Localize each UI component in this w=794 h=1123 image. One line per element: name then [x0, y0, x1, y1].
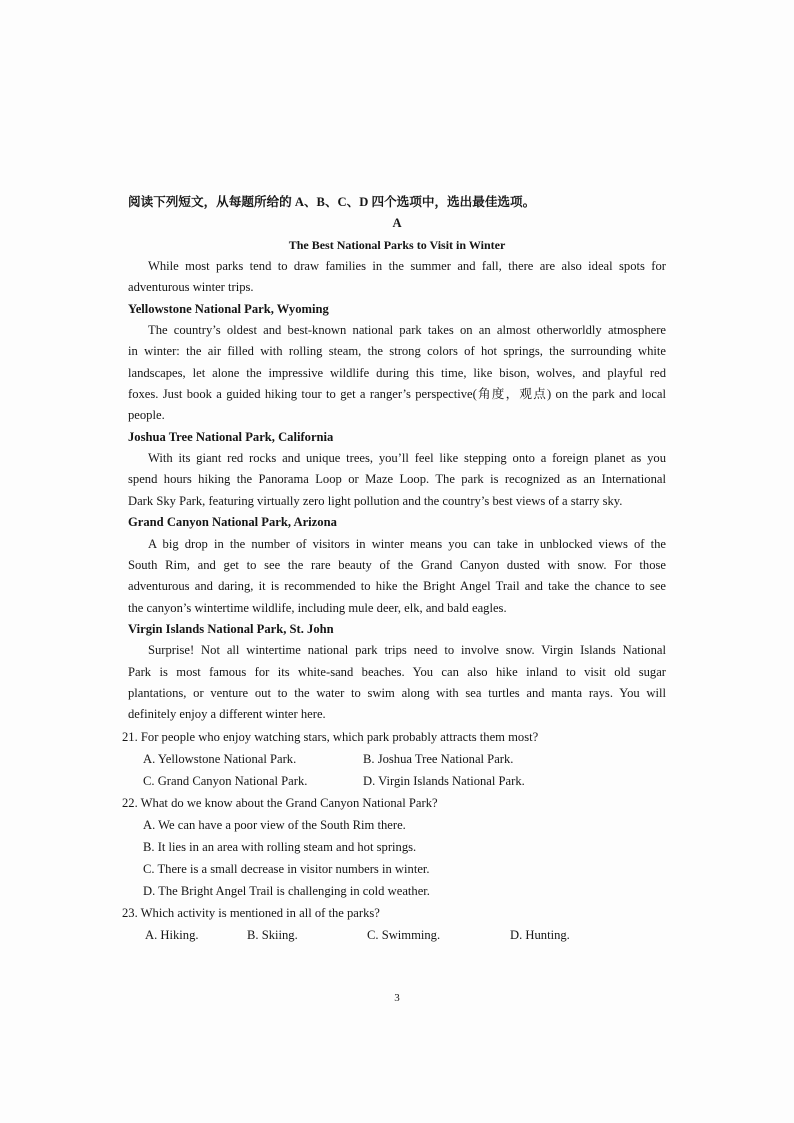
intro-line: adventurous winter trips. [128, 280, 254, 295]
paragraph-line: A big drop in the number of visitors in winter means you can take in unblocked views of the [148, 536, 666, 551]
section-heading-yellowstone: Yellowstone National Park, Wyoming [128, 301, 329, 316]
intro-line: While most parks tend to draw families in the summer and fall, there are also ideal spots for [148, 259, 666, 274]
question-22-option-c: C. There is a small decrease in visitor numbers in winter. [143, 861, 430, 876]
section-heading-grand-canyon: Grand Canyon National Park, Arizona [128, 515, 337, 530]
question-23-options-row [0, 924, 794, 946]
question-21-option-c: C. Grand Canyon National Park. [143, 773, 308, 788]
paragraph-line: With its giant red rocks and unique trees, you’ll feel like stepping onto a foreign planet as you [148, 451, 666, 466]
section-heading-joshua-tree: Joshua Tree National Park, California [128, 429, 334, 444]
question-22-option-d: D. The Bright Angel Trail is challenging in cold weather. [143, 883, 430, 898]
paragraph-line: Surprise! Not all wintertime national park trips need to involve snow. Virgin Islands National [148, 643, 666, 658]
reading-comprehension-section [0, 192, 794, 946]
question-23-option-b: B. Skiing. [247, 927, 298, 942]
paragraph-line: Park is most famous for its white-sand beaches. You can also hike inland to visit old sugar [128, 664, 666, 679]
page-number: 3 [394, 992, 400, 1004]
question-22-option-b: B. It lies in an area with rolling steam and hot springs. [143, 839, 417, 854]
paragraph-line: foxes. Just book a guided hiking tour to get a ranger’s perspective(角度，观点) on the park and local [128, 387, 666, 402]
paragraph-line: landscapes, let alone the impressive wildlife during this time, like bison, wolves, and playful red [128, 365, 666, 380]
question-23-option-d: D. Hunting. [510, 927, 570, 942]
paragraph-line: definitely enjoy a different winter here. [128, 707, 326, 722]
paragraph-line: South Rim, and get to see the rare beauty of the Grand Canyon dusted with snow. For those [128, 557, 666, 572]
section-heading-virgin-islands: Virgin Islands National Park, St. John [128, 621, 334, 636]
question-21-option-d: D. Virgin Islands National Park. [363, 773, 525, 788]
paragraph-line: Dark Sky Park, featuring virtually zero light pollution and the country’s best views of a starry sky. [128, 493, 623, 508]
question-21-option-b: B. Joshua Tree National Park. [363, 751, 514, 766]
paragraph-line: people. [128, 408, 165, 423]
paragraph-line: the canyon’s wintertime wildlife, including mule deer, elk, and bald eagles. [128, 600, 507, 615]
question-21-options-row-2 [0, 770, 794, 792]
question-23-option-c: C. Swimming. [367, 927, 441, 942]
paragraph-line: in winter: the air filled with rolling steam, the strong colors of hot springs, the surrounding white [128, 344, 666, 359]
paragraph-line: plantations, or venture out to the water to swim along with sea turtles and manta rays. You will [128, 685, 666, 700]
passage-title: The Best National Parks to Visit in Winter [288, 237, 506, 252]
question-22-option-a: A. We can have a poor view of the South Rim there. [143, 817, 406, 832]
question-21-options-row-1 [0, 748, 794, 770]
passage-label: A [392, 216, 402, 231]
question-23-stem: 23. Which activity is mentioned in all of the parks? [122, 905, 380, 920]
question-21-stem: 21. For people who enjoy watching stars, which park probably attracts them most? [122, 729, 539, 744]
question-22-stem: 22. What do we know about the Grand Canyon National Park? [122, 795, 438, 810]
paragraph-line: spend hours hiking the Panorama Loop or Maze Loop. The park is recognized as an International [128, 472, 666, 487]
question-21-option-a: A. Yellowstone National Park. [143, 751, 297, 766]
instructions: 阅读下列短文，从每题所给的 A、B、C、D 四个选项中，选出最佳选项。 [128, 195, 536, 209]
paragraph-line: The country’s oldest and best-known national park takes on an almost otherworldly atmosphere [148, 323, 666, 338]
paragraph-line: adventurous and daring, it is recommended to hike the Bright Angel Trail and take the chance to see [128, 579, 666, 594]
question-23-option-a: A. Hiking. [145, 927, 199, 942]
